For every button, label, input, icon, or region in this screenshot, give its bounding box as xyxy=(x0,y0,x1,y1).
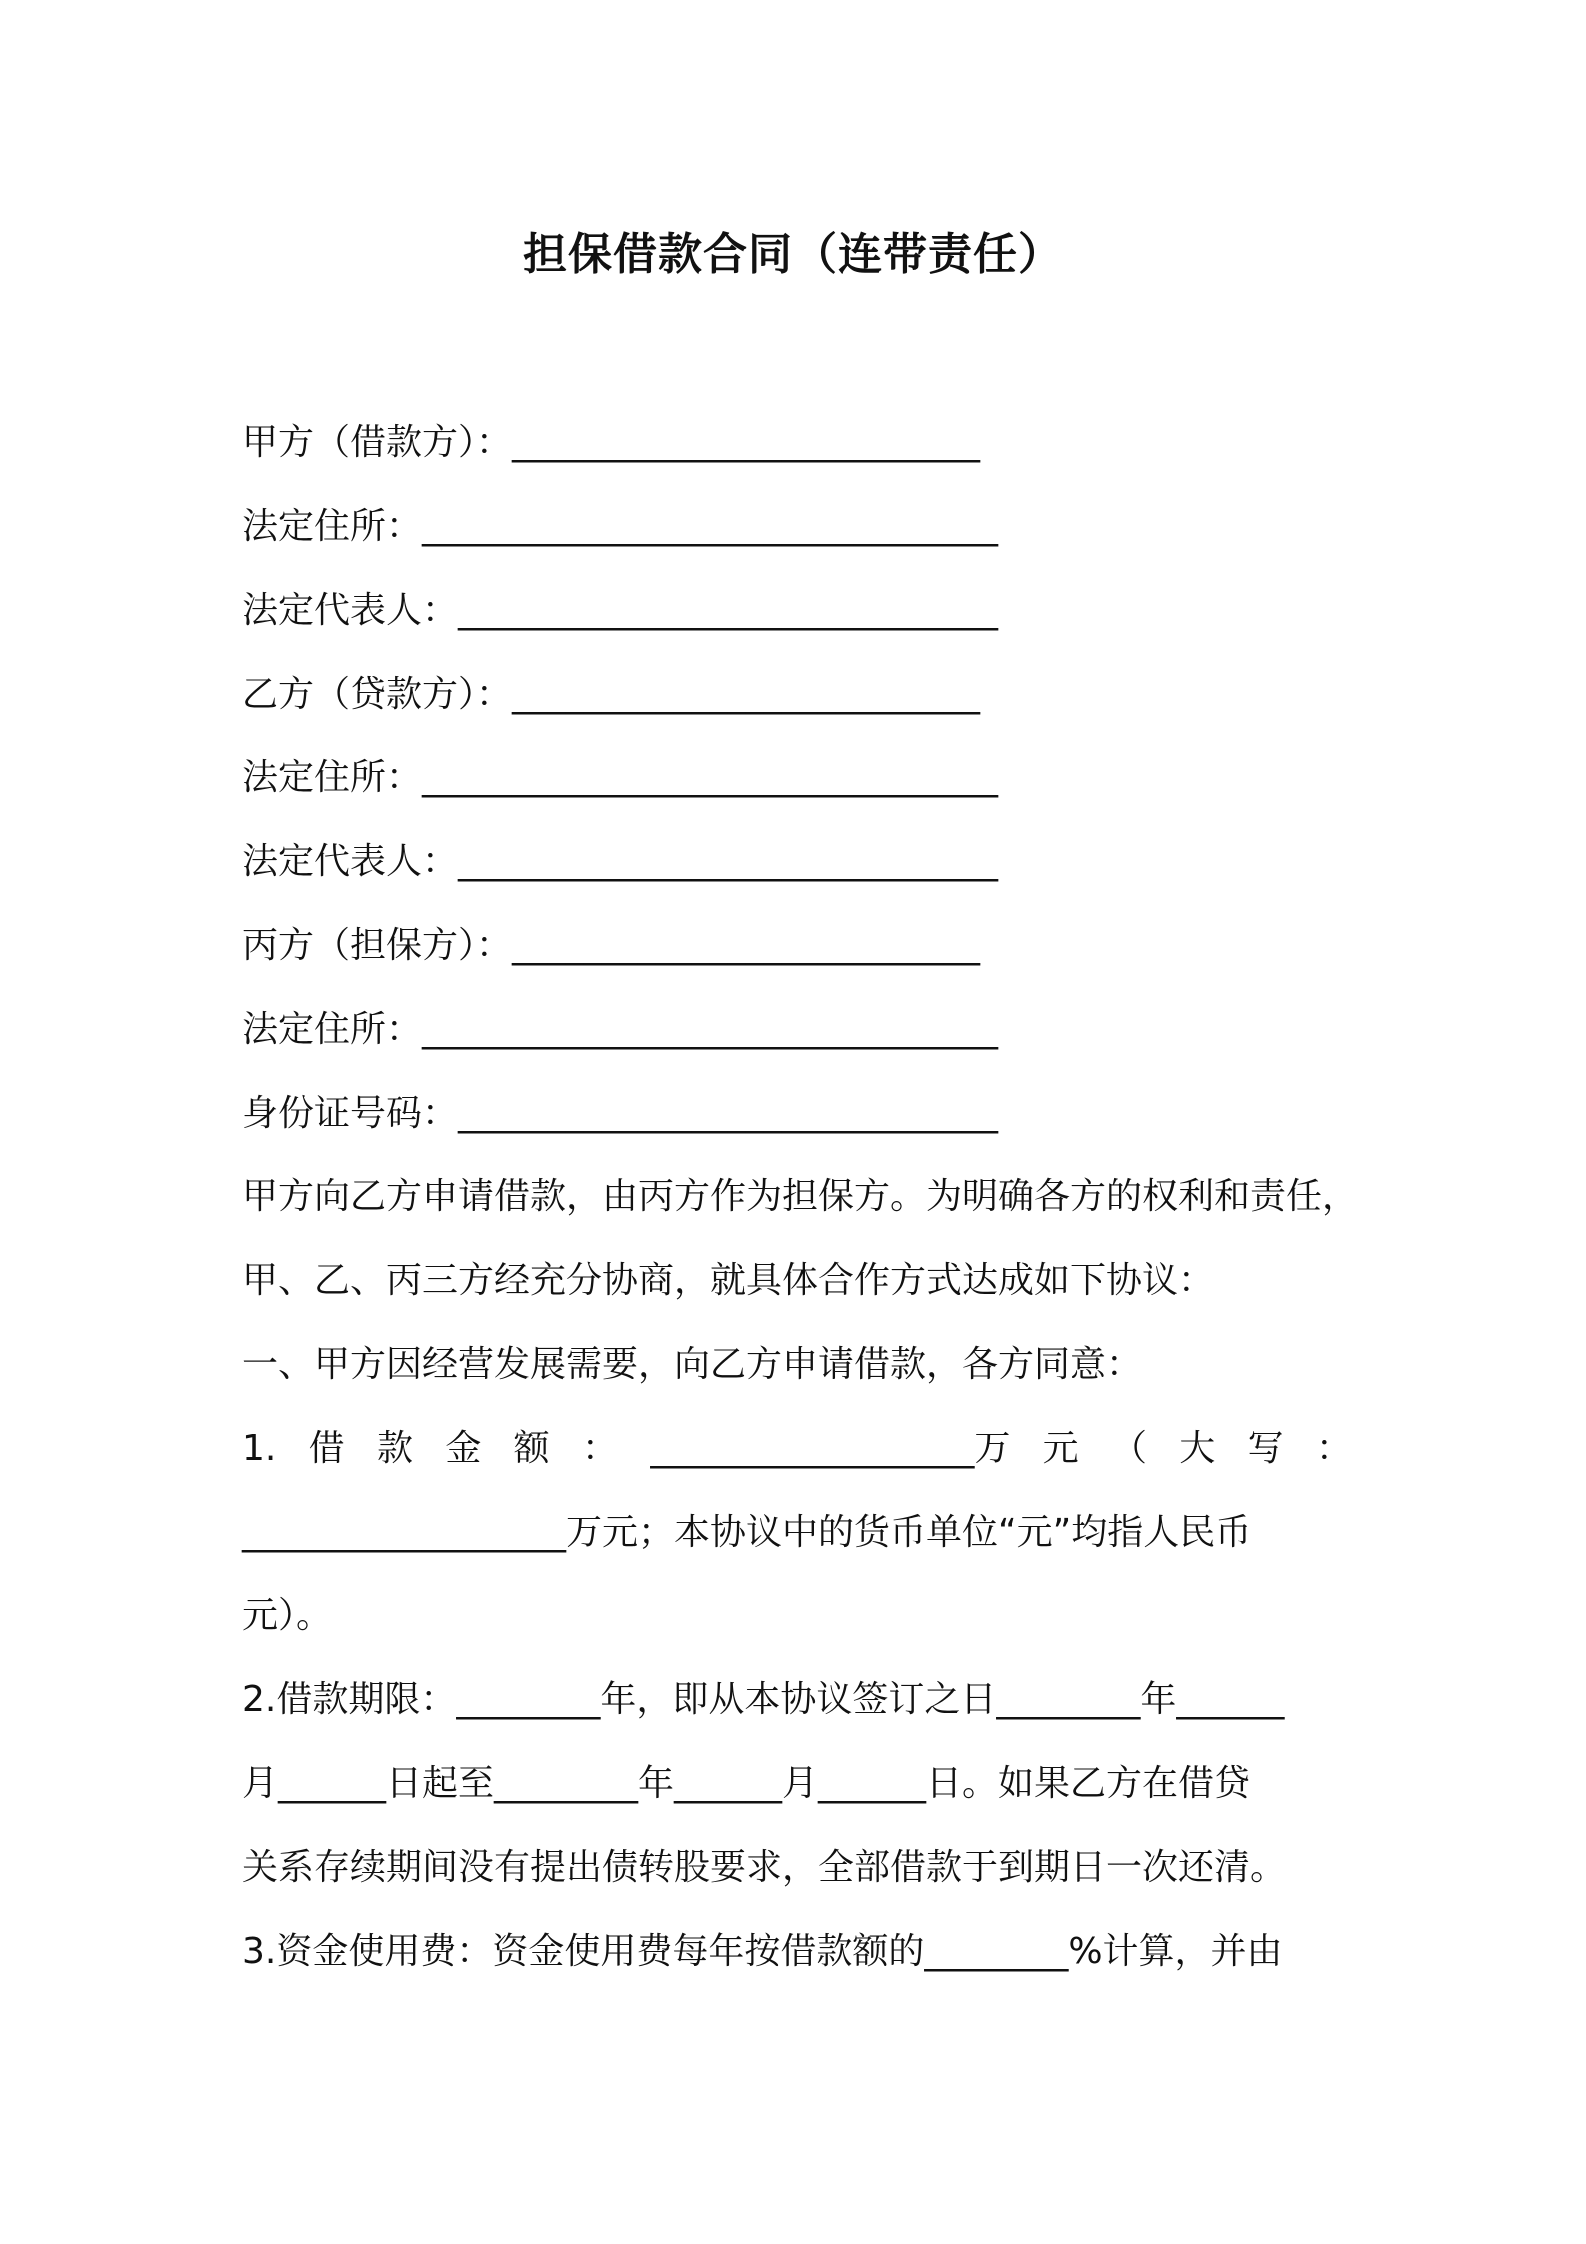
item-1-char: 写 xyxy=(1247,1428,1284,1469)
item-1-char: 额 xyxy=(513,1428,550,1469)
party-c-id-number-line: 身份证号码：______________________________ xyxy=(242,1093,999,1134)
item-1-char: 元 xyxy=(1042,1428,1079,1469)
item-3-line-1: 3.资金使用费：资金使用费每年按借款额的________%计算，并由 xyxy=(242,1931,1283,1972)
party-b-name-line: 乙方（贷款方）：__________________________ xyxy=(242,674,981,715)
item-1-line-1 xyxy=(242,1424,1352,1474)
party-a-representative-line: 法定代表人：______________________________ xyxy=(242,590,999,631)
item-1-char: ： xyxy=(1315,1428,1352,1469)
item-1-line-3: 元）。 xyxy=(242,1595,333,1636)
party-a-address-line: 法定住所：________________________________ xyxy=(242,506,999,547)
item-1-char: 款 xyxy=(377,1428,414,1469)
item-2-line-1: 2.借款期限：________年，即从本协议签订之日________年______ xyxy=(242,1679,1285,1720)
intro-line-2: 甲、乙、丙三方经充分协商，就具体合作方式达成如下协议： xyxy=(242,1260,1215,1301)
item-1-char: 大 xyxy=(1179,1428,1216,1469)
item-1-line-2: __________________万元；本协议中的货币单位“元”均指人民币 xyxy=(242,1512,1252,1553)
item-1-char: 金 xyxy=(445,1428,482,1469)
item-1-char: 借 xyxy=(308,1428,345,1469)
item-2-line-2: 月______日起至________年______月______日。如果乙方在借贷 xyxy=(242,1763,1251,1804)
item-2-line-3: 关系存续期间没有提出债转股要求，全部借款于到期日一次还清。 xyxy=(242,1847,1287,1888)
document-title: 担保借款合同（连带责任） xyxy=(523,229,1063,280)
item-1-char: （ xyxy=(1110,1428,1147,1469)
party-c-address-line: 法定住所：________________________________ xyxy=(242,1009,999,1050)
item-1-amount-blank: __________________万 xyxy=(650,1428,1011,1469)
section-1-heading: 一、甲方因经营发展需要，向乙方申请借款，各方同意： xyxy=(242,1344,1143,1385)
item-1-number: 1. xyxy=(242,1428,277,1469)
intro-line-1: 甲方向乙方申请借款，由丙方作为担保方。为明确各方的权利和责任， xyxy=(242,1176,1359,1217)
party-b-representative-line: 法定代表人：______________________________ xyxy=(242,841,999,882)
item-1-char: ： xyxy=(581,1428,618,1469)
party-c-name-line: 丙方（担保方）：__________________________ xyxy=(242,925,981,966)
party-a-name-line: 甲方（借款方）：__________________________ xyxy=(242,422,981,463)
party-b-address-line: 法定住所：________________________________ xyxy=(242,757,999,798)
